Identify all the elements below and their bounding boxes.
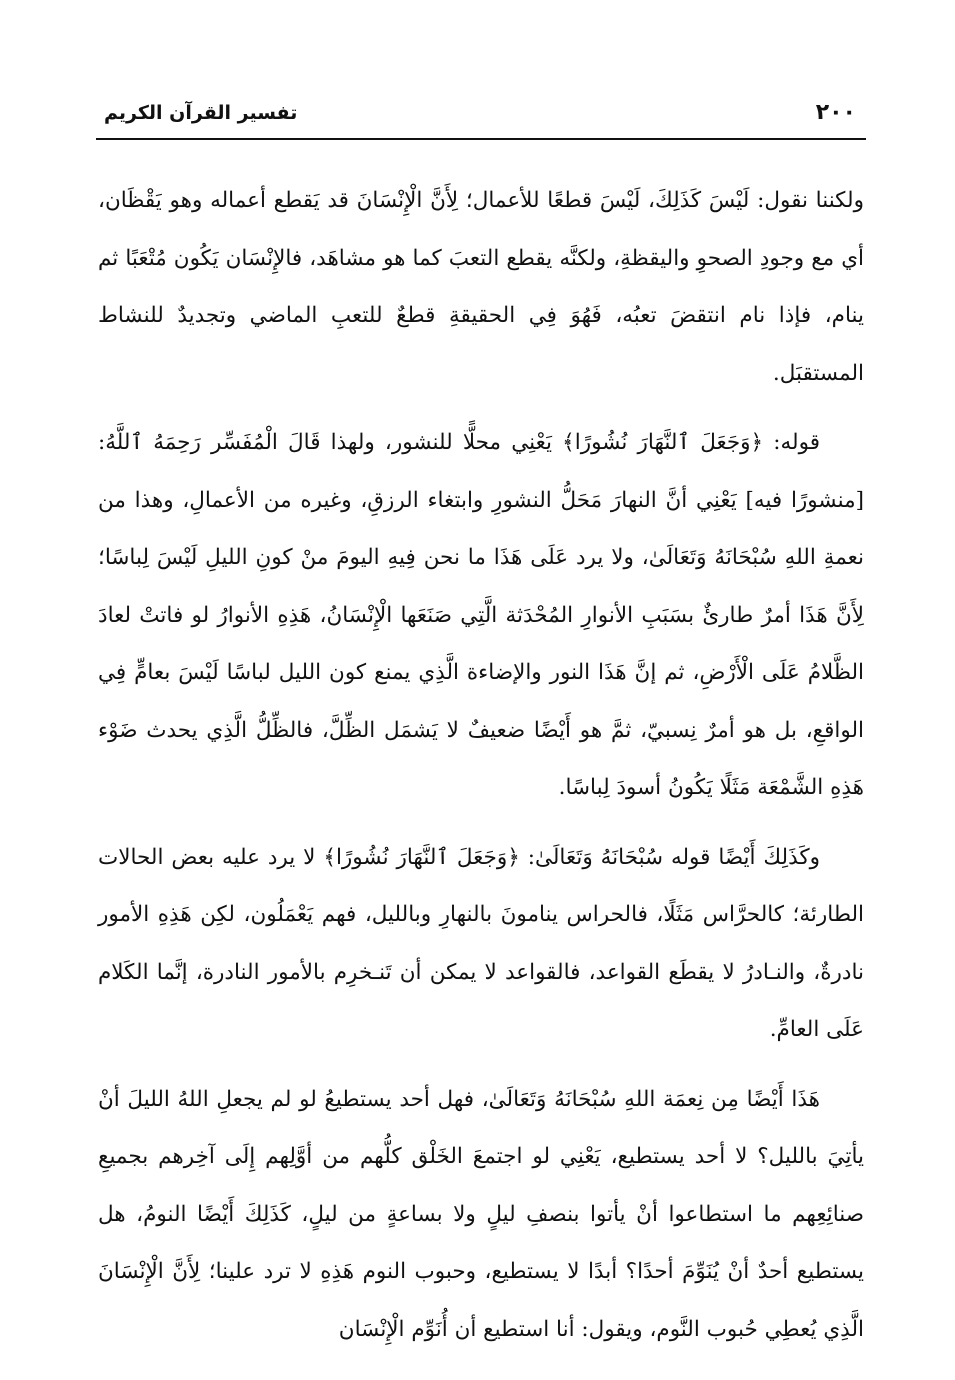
paragraph-3: وكَذَلِكَ أَيْضًا قوله سُبْحَانَهُ وَتَعَالَىٰ: ﴿وَجَعَلَ ٱلنَّهَارَ نُشُورًا﴾ لا يرد عليه بعض الحالات الطارئة؛ كالحرَّاس مَثَلًا، فالحراس ينامونَ بالنهارِ وبالليل، فهم يَعْمَلُون، لكِن هَذِهِ الأمور نادرةٌ، والنـادرُ لا يقطَع القواعد، فالقواعد لا يمكن أن تَنـخرِم بالأمور النادرة، إنَّما الكَلام عَلَى العامِّ. <box>98 844 864 1042</box>
paragraph-4: هَذَا أَيْضًا مِن نِعمَة اللهِ سُبْحَانَهُ وَتَعَالَىٰ، فهل أحد يستطيعُ لو لم يجعلِ اللهُ الليلَ أنْ يأتِيَ بالليل؟ لا أحد يستطيع، يَعْنِي لو اجتمعَ الخَلْق كلُّهم من أوَّلِهم إِلَى آخِرهم بجميعِ صنائِعِهم ما استطاعوا أنْ يأتوا بنصفِ ليلٍ ولا بساعةٍ من ليلٍ، كَذَلِكَ أَيْضًا النومُ، هل يستطيع أحدٌ أنْ يُنَوِّمَ أحدًا؟ أبدًا لا يستطيع، وحبوب النوم هَذِهِ لا ترد علينا؛ لِأَنَّ الْإِنْسَانَ الَّذِي يُعطِي حُبوب النَّوم، ويقول: أنا استطيع أن أُنَوِّم الْإِنْسَان <box>98 1086 864 1342</box>
page-body <box>98 172 864 1358</box>
paragraph-1: ولكننا نقول: لَيْسَ كَذَلِكَ، لَيْسَ قطعًا للأعمال؛ لِأَنَّ الْإِنْسَانَ قد يَقطع أعماله وهو يَقْظَان، أي مع وجودِ الصحوِ واليقظةِ، ولكنَّه يقطع التعبَ كما هو مشاهَد، فالإِنْسَان يَكُون مُتْعَبًا ثم ينام، فإذا نام انتقضَ تعبُه، فَهُوَ فِي الحقيقةِ قطعٌ للتعبِ الماضي وتجديدٌ للنشاط المستقبَل. <box>98 188 864 386</box>
header-divider <box>96 138 866 140</box>
paragraph-2: قوله: ﴿وَجَعَلَ ٱلنَّهَارَ نُشُورًا﴾ يَعْنِي محلًّا للنشور، ولهذا قَالَ الْمُفَسِّر رَحِمَهُ ٱللَّهُ: [منشورًا فيه] يَعْنِي أنَّ النهارَ مَحَلُّ النشورِ وابتغاء الرزقِ، وغيره من الأعمالِ، وهذا من نعمةِ اللهِ سُبْحَانَهُ وَتَعَالَىٰ، ولا يرد عَلَى هَذَا ما نحن فِيهِ اليومَ منْ كونِ الليلِ لَيْسَ لِباسًا؛ لِأَنَّ هَذَا أمرٌ طارئٌ بسَبَبِ الأنوارِ المُحْدَثة الَّتِي صَنَعَها الْإِنْسَانُ، هَذِهِ الأنوارُ لو فاتتْ لعادَ الظَّلامُ عَلَى الْأَرْضِ، ثم إنَّ هَذَا النور والإضاءة الَّذِي يمنع كون الليل لباسًا لَيْسَ بعامٍّ فِي الواقعِ، بل هو أمرٌ نِسبيّ، ثمَّ هو أَيْضًا ضعيفٌ لا يَشمَل الظِّلَّ، فالظِّلُّ الَّذِي يحدث ضَوْء هَذِهِ الشَّمْعَة مَثَلًا يَكُونُ أسودَ لِباسًا. <box>98 430 864 800</box>
running-title: تفسير القرآن الكريم <box>104 102 298 124</box>
page-number: ٢٠٠ <box>815 100 856 125</box>
page-header <box>96 98 866 134</box>
